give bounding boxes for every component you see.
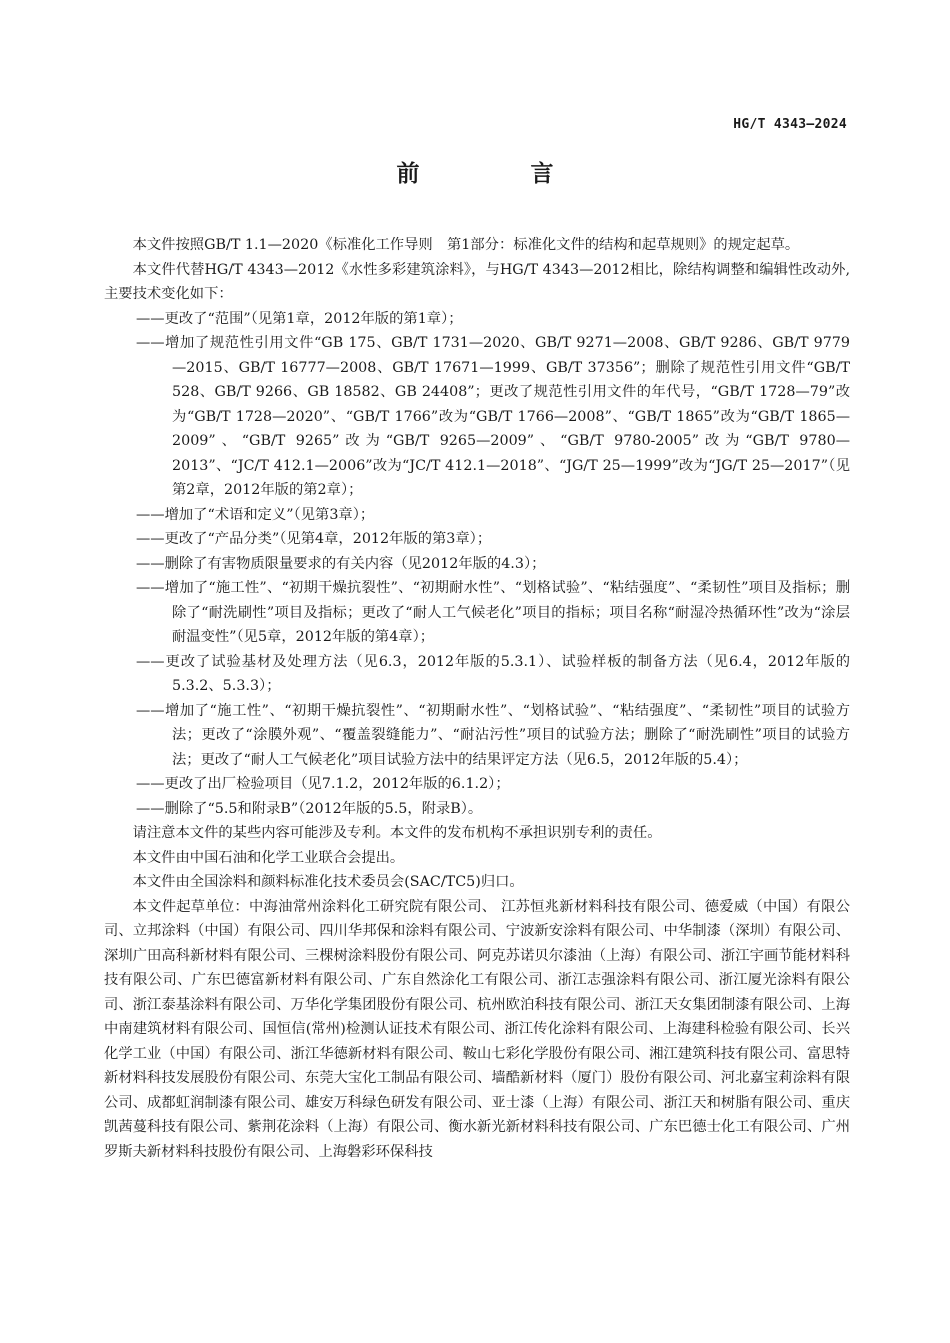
paragraph-drafting-rules: 本文件按照GB/T 1.1—2020《标准化工作导则 第1部分：标准化文件的结构和起草规则》的规定起草。 xyxy=(132,237,800,253)
standard-code: HG/T 4343—2024 xyxy=(733,117,847,132)
change-item: ——增加了“施工性”、“初期干燥抗裂性”、“初期耐水性”、“划格试验”、“粘结强度”、“柔韧性”项目及指标；删除了“耐洗刷性”项目及指标；更改了“耐人工气候老化”项目的指标；项目名称“耐湿冷热循环性”改为“涂层耐温变性”（见5章，2012年版的第4章）； xyxy=(136,580,850,645)
change-item: ——更改了“产品分类”（见第4章，2012年版的第3章）； xyxy=(136,531,492,547)
paragraph-patent-notice: 请注意本文件的某些内容可能涉及专利。本文件的发布机构不承担识别专利的责任。 xyxy=(132,825,662,841)
change-item: ——增加了“术语和定义”（见第3章）； xyxy=(136,506,375,523)
document-body xyxy=(104,233,850,1164)
paragraph-managed-by: 本文件由全国涂料和颜料标准化技术委员会(SAC/TC5)归口。 xyxy=(132,874,524,890)
paragraph-drafting-units: 本文件起草单位：中海油常州涂料化工研究院有限公司、 江苏恒兆新材料科技有限公司、德爱威（中国）有限公司、立邦涂料（中国）有限公司、四川华邦保和涂料有限公司、宁波新安涂料有限公司、中华制漆（深圳）有限公司、深圳广田高科新材料有限公司、三棵树涂料股份有限公司、阿克苏诺贝尔漆油（上海）有限公司、浙江宇画节能材料科技有限公司、广东巴德富新材料有限公司、广东自然涂化工有限公司、浙江志强涂料有限公司、浙江厦光涂料有限公司、浙江泰基涂料有限公司、万华化学集团股份有限公司、杭州欧泊科技有限公司、浙江天女集团制漆有限公司、上海中南建筑材料有限公司、国恒信(常州)检测认证技术有限公司、浙江传化涂料有限公司、上海建科检验有限公司、长兴化学工业（中国）有限公司、浙江华德新材料有限公司、鞍山七彩化学股份有限公司、湘江建筑科技有限公司、富思特新材料科技发展股份有限公司、东莞大宝化工制品有限公司、墙酷新材料（厦门）股份有限公司、河北嘉宝莉涂料有限公司、成都虹润制漆有限公司、雄安万科绿色研发有限公司、亚士漆（上海）有限公司、浙江天和树脂有限公司、重庆凯茜蔓科技有限公司、紫荆花涂料（上海）有限公司、衡水新光新材料科技有限公司、广东巴德士化工有限公司、广州罗斯夫新材料科技股份有限公司、上海磐彩环保科技 xyxy=(104,898,850,1160)
change-item: ——更改了“范围”（见第1章，2012年版的第1章）； xyxy=(136,310,463,327)
change-item: ——增加了“施工性”、“初期干燥抗裂性”、“初期耐水性”、“划格试验”、“粘结强度”、“柔韧性”项目的试验方法；更改了“涂膜外观”、“覆盖裂缝能力”、“耐沾污性”项目的试验方法；删除了“耐洗刷性”项目的试验方法；更改了“耐人工气候老化”项目试验方法中的结果评定方法（见6.5，2012年版的5.4）； xyxy=(136,702,850,768)
change-item: ——增加了规范性引用文件“GB 175、GB/T 1731—2020、GB/T 9271—2008、GB/T 9286、GB/T 9779—2015、GB/T 16777—2008、GB/T 17671—1999、GB/T 37356”；删除了规范性引用文件“GB/T 528、GB/T 9266、GB 18582、GB 24408”；更改了规范性引用文件的年代号，“GB/T 1728—79”改为“GB/T 1728—2020”、“GB/T 1766”改为“GB/T 1766—2008”、“GB/T 1865”改为“GB/T 1865—2009”、“GB/T 9265”改为“GB/T 9265—2009”、“GB/T 9780-2005”改为“GB/T 9780—2013”、“JC/T 412.1—2006”改为“JC/T 412.1—2018”、“JG/T 25—1999”改为“JG/T 25—2017”（见第2章，2012年版的第2章）； xyxy=(136,335,850,498)
change-item: ——删除了“5.5和附录B”（2012年版的5.5，附录B）。 xyxy=(136,800,483,817)
page-title: 前 言 xyxy=(396,161,598,187)
paragraph-proposed-by: 本文件由中国石油和化学工业联合会提出。 xyxy=(132,849,405,866)
paragraph-replaces: 本文件代替HG/T 4343—2012《水性多彩建筑涂料》，与HG/T 4343—2012相比，除结构调整和编辑性改动外,主要技术变化如下： xyxy=(104,261,850,302)
change-item: ——更改了试验基材及处理方法（见6.3，2012年版的5.3.1）、试验样板的制备方法（见6.4，2012年版的5.3.2、5.3.3）； xyxy=(136,653,850,694)
change-item: ——删除了有害物质限量要求的有关内容（见2012年版的4.3）； xyxy=(136,555,546,572)
change-item: ——更改了出厂检验项目（见7.1.2，2012年版的6.1.2）； xyxy=(136,776,510,792)
